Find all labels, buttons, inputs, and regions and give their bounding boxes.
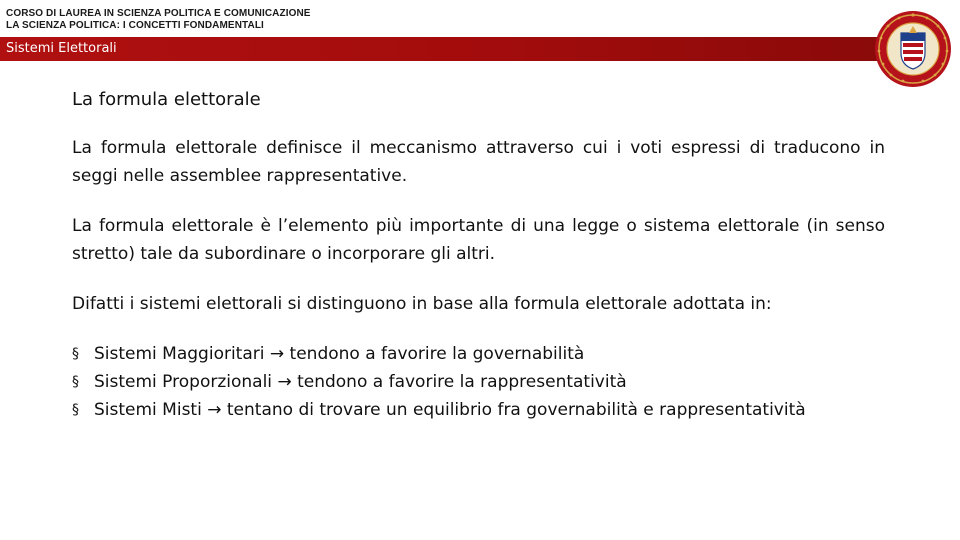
section-title: Sistemi Elettorali — [6, 41, 117, 56]
system-name: Sistemi Misti — [94, 400, 202, 420]
list-item — [72, 396, 885, 424]
system-description: tendono a favorire la rappresentatività — [297, 372, 627, 392]
classification-paragraph: Difatti i sistemi elettorali si distinguono in base alla formula elettorale adottata in: — [72, 294, 772, 314]
arrow-right-icon: → — [269, 344, 285, 364]
arrow-right-icon: → — [207, 400, 222, 420]
course-header — [6, 8, 311, 32]
system-description: tentano di trovare un equilibrio fra governabilità e rappresentatività — [226, 400, 806, 420]
definition-paragraph: La formula elettorale definisce il meccanismo attraverso cui i voti espressi di traducono in seggi nelle assemblee rappresentative. — [72, 138, 885, 186]
bullet-marker: § — [72, 402, 79, 418]
university-seal-icon — [873, 9, 953, 89]
system-name: Sistemi Proporzionali — [94, 372, 273, 392]
slide-content — [72, 86, 885, 424]
system-description: tendono a favorire la governabilità — [289, 344, 585, 364]
electoral-systems-list — [72, 340, 885, 424]
system-name: Sistemi Maggioritari — [94, 344, 265, 364]
list-item — [72, 368, 885, 396]
section-title-bar — [0, 37, 885, 61]
bullet-marker: § — [72, 346, 79, 362]
bullet-marker: § — [72, 374, 79, 390]
course-subject: LA SCIENZA POLITICA: I CONCETTI FONDAMENTALI — [6, 20, 264, 31]
course-name: CORSO DI LAUREA IN SCIENZA POLITICA E COMUNICAZIONE — [6, 8, 311, 19]
list-item — [72, 340, 885, 368]
arrow-right-icon: → — [277, 372, 292, 392]
importance-paragraph: La formula elettorale è l’elemento più importante di una legge o sistema elettorale (in senso stretto) tale da subordinare o incorporare gli altri. — [72, 216, 885, 264]
slide-title: La formula elettorale — [72, 89, 261, 110]
